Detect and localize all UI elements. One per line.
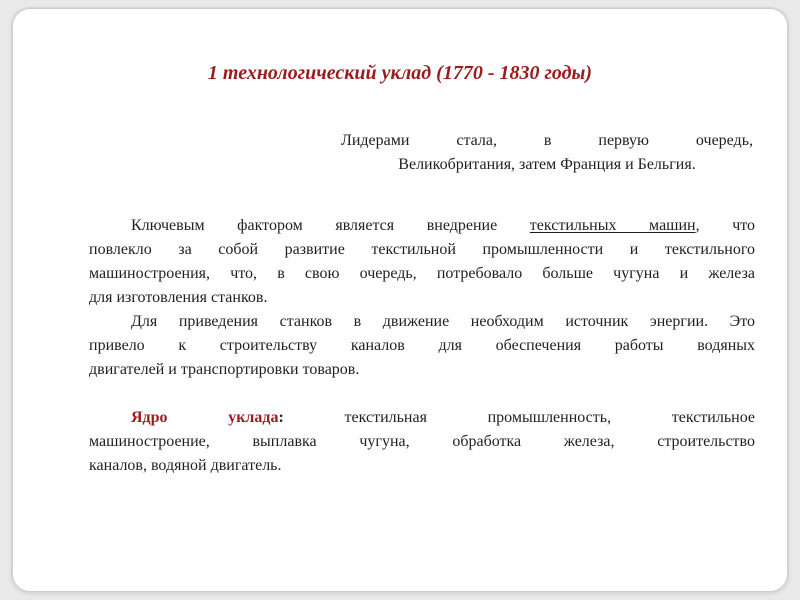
paragraph-1-text-before: Ключевым фактором является внедрение — [131, 217, 530, 234]
slide-body — [89, 214, 755, 478]
core-line-2: машиностроение, выплавка чугуна, обработка железа, строительство — [89, 433, 755, 450]
paragraph-2-line-1: Для приведения станков в движение необходим источник энергии. Это — [131, 313, 755, 330]
core-line-1 — [89, 406, 755, 430]
slide-title: 1 технологический уклад (1770 - 1830 годы) — [207, 62, 593, 84]
paragraph-2-line-2: привело к строительству каналов для обеспечения работы водяных — [89, 337, 755, 354]
slide-card — [12, 8, 788, 592]
leaders-line-1: Лидерами стала, в первую очередь, — [341, 132, 753, 149]
core-line-3: каналов, водяной двигатель. — [89, 457, 282, 474]
core-line-1-text: текстильная промышленность, текстильное — [283, 409, 755, 426]
paragraph-1-line-3: машиностроения, что, в свою очередь, потребовало больше чугуна и железа — [89, 265, 755, 282]
core-label: Ядро уклада — [131, 409, 279, 426]
textile-machines-underlined-text: текстильных машин — [529, 217, 696, 234]
paragraph-1-line-2: повлекло за собой развитие текстильной промышленности и текстильного — [89, 241, 755, 258]
paragraph-2-line-3: двигателей и транспортировки товаров. — [89, 361, 360, 378]
core-colon: : — [278, 409, 284, 426]
paragraph-1-line-4: для изготовления станков. — [89, 289, 268, 306]
paragraph-spacer — [89, 382, 755, 406]
leaders-line-2: Великобритания, затем Франция и Бельгия. — [398, 156, 696, 173]
paragraph-1-line-1 — [89, 214, 755, 238]
leaders-text — [341, 129, 753, 177]
paragraph-1-text-after: , что — [695, 217, 756, 234]
